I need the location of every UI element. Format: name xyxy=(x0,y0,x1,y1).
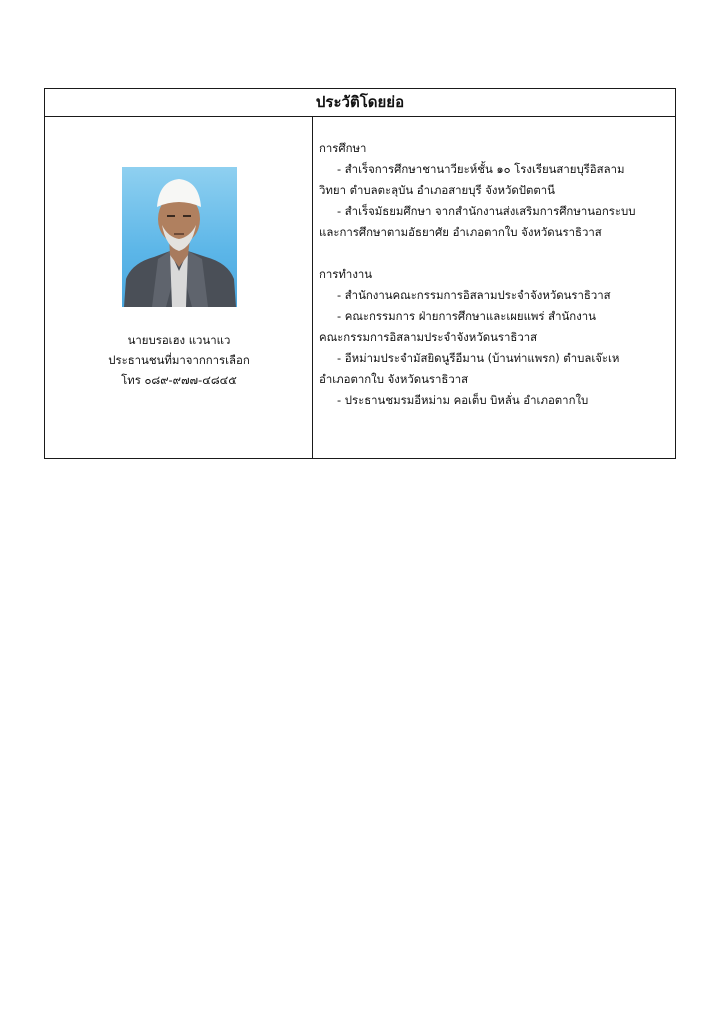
person-phone: โทร ๐๘๙-๙๗๗-๔๘๔๕ xyxy=(121,373,237,387)
list-item: - อีหม่ามประจำมัสยิดนูรีอีมาน (บ้านท่าแพรก) ตำบลเจ๊ะเห xyxy=(337,351,620,365)
work-list xyxy=(319,285,671,411)
list-item: - ประธานชมรมอีหม่าม คอเต็บ บิหลั่น อำเภอตากใบ xyxy=(337,393,589,407)
person-portrait-icon xyxy=(122,167,237,307)
portrait-photo xyxy=(122,167,237,307)
work-heading: การทำงาน xyxy=(319,267,373,281)
profile-column xyxy=(45,117,313,458)
list-item: - คณะกรรมการ ฝ่ายการศึกษาและเผยแพร่ สำนักงาน xyxy=(337,309,596,323)
person-name: นายบรอเฮง แวนาแว xyxy=(127,333,231,347)
list-item: และการศึกษาตามอัธยาศัย อำเภอตากใบ จังหวัดนราธิวาส xyxy=(319,225,602,239)
profile-caption xyxy=(45,330,313,390)
list-item: - สำนักงานคณะกรรมการอิสลามประจำจังหวัดนราธิวาส xyxy=(337,288,611,302)
person-position: ประธานชนที่มาจากการเลือก xyxy=(108,353,250,367)
education-list xyxy=(319,159,671,243)
list-item: คณะกรรมการอิสลามประจำจังหวัดนราธิวาส xyxy=(319,330,538,344)
education-heading: การศึกษา xyxy=(319,141,367,155)
biography-table xyxy=(44,88,676,459)
section-spacer xyxy=(319,243,671,264)
biography-body xyxy=(45,117,675,458)
list-item: อำเภอตากใบ จังหวัดนราธิวาส xyxy=(319,372,469,386)
page-title: ประวัติโดยย่อ xyxy=(45,89,675,117)
details-column xyxy=(313,117,675,458)
list-item: - สำเร็จมัธยมศึกษา จากสำนักงานส่งเสริมการศึกษานอกระบบ xyxy=(337,204,636,218)
list-item: - สำเร็จการศึกษาชานาวียะห์ชั้น ๑๐ โรงเรียนสายบุรีอิสลาม xyxy=(337,162,625,176)
list-item: วิทยา ตำบลตะลุบัน อำเภอสายบุรี จังหวัดปัตตานี xyxy=(319,183,555,197)
